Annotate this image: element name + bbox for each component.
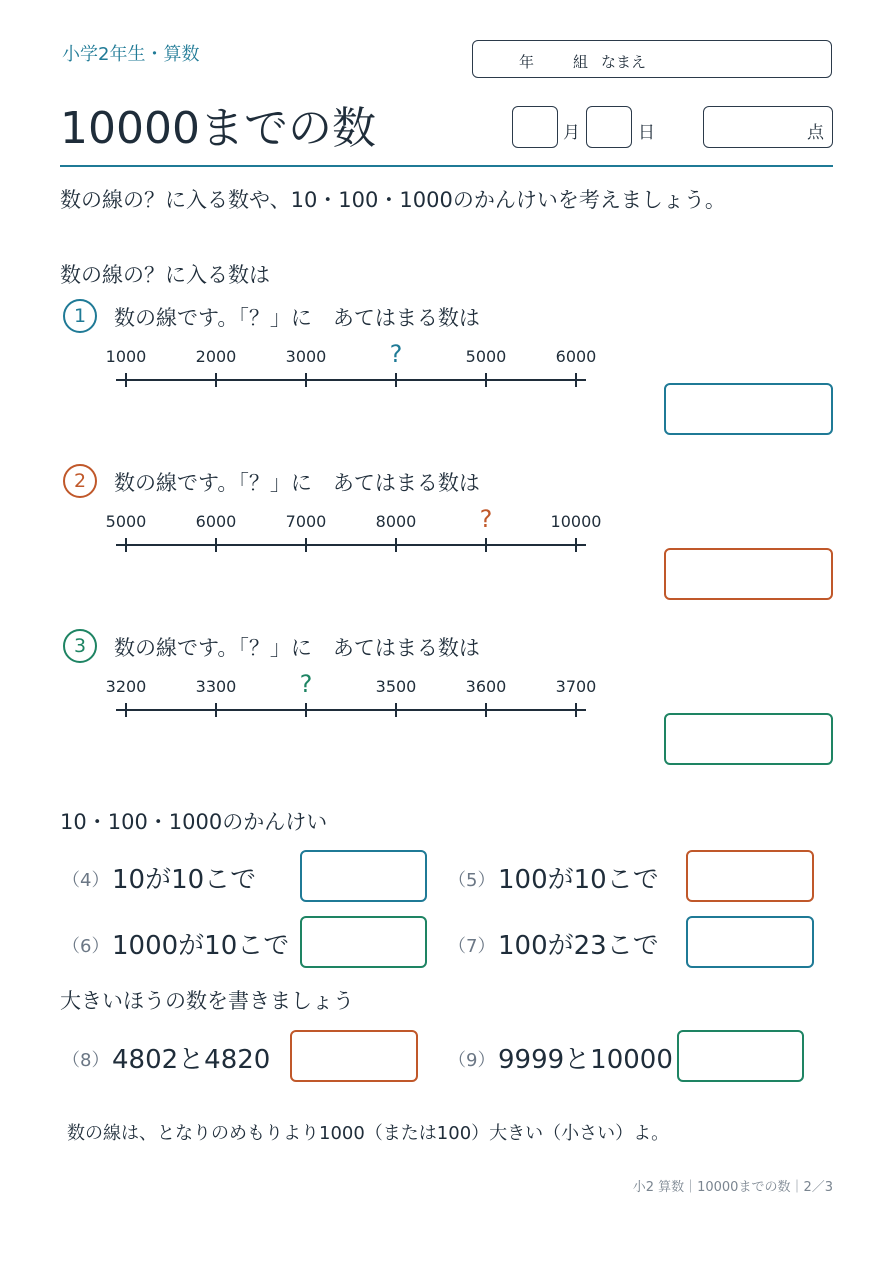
section-relation-heading: 10・100・1000のかんけい [60, 810, 328, 834]
tick-label: 2000 [195, 347, 237, 366]
problem-4-text: 10が10こで [112, 865, 257, 895]
tick-label: 6000 [195, 512, 237, 531]
problem-8-number: （8） [62, 1050, 110, 1071]
tick-label: 3600 [465, 677, 507, 696]
answer-box-5[interactable] [686, 850, 814, 902]
tick-label: 6000 [555, 347, 597, 366]
answer-box-9[interactable] [677, 1030, 804, 1082]
problem-3-number: 3 [63, 629, 97, 663]
page-title: 10000までの数 [60, 103, 376, 154]
score-label: 点 [807, 123, 824, 143]
nen-label: 年 [519, 53, 535, 71]
month-box[interactable] [512, 106, 558, 148]
answer-box-8[interactable] [290, 1030, 418, 1082]
tick-label: 3000 [285, 347, 327, 366]
tick-label: 3700 [555, 677, 597, 696]
answer-box-7[interactable] [686, 916, 814, 968]
question-mark: ? [479, 505, 493, 533]
section-compare-heading: 大きいほうの数を書きましょう [60, 989, 354, 1013]
tick-label: 3300 [195, 677, 237, 696]
page-footer: 小2 算数｜10000までの数｜2／3 [632, 1180, 833, 1195]
answer-box-6[interactable] [300, 916, 427, 968]
answer-box-3[interactable] [664, 713, 833, 765]
answer-box-2[interactable] [664, 548, 833, 600]
grade-subject: 小学2年生・算数 [62, 44, 200, 65]
header-divider [60, 165, 833, 167]
kumi-label: 組 [573, 53, 589, 71]
problem-6-text: 1000が10こで [112, 931, 290, 961]
day-box[interactable] [586, 106, 632, 148]
problem-7-number: （7） [448, 936, 496, 957]
problem-5-text: 100が10こで [498, 865, 659, 895]
problem-4-number: （4） [62, 870, 110, 891]
number-line-3 [110, 700, 600, 722]
tick-label: 1000 [105, 347, 147, 366]
number-line-1 [110, 370, 600, 392]
problem-6-number: （6） [62, 936, 110, 957]
hint-note: 数の線は、となりのめもりより1000（または100）大きい（小さい）よ。 [67, 1123, 670, 1144]
tick-label: 10000 [550, 512, 602, 531]
problem-2-text: 数の線です。「？」に あてはまる数は [114, 471, 480, 495]
tick-label: 3200 [105, 677, 147, 696]
section-number-line-heading: 数の線の？に入る数は [60, 263, 270, 287]
problem-3-text: 数の線です。「？」に あてはまる数は [114, 636, 480, 660]
tick-label: 3500 [375, 677, 417, 696]
score-box[interactable] [703, 106, 833, 148]
tick-label: 5000 [105, 512, 147, 531]
problem-8-text: 4802と4820 [112, 1045, 271, 1075]
namae-label: なまえ [601, 53, 647, 71]
problem-1-number: 1 [63, 299, 97, 333]
answer-box-4[interactable] [300, 850, 427, 902]
answer-box-1[interactable] [664, 383, 833, 435]
number-line-2 [110, 535, 600, 557]
problem-1-text: 数の線です。「？」に あてはまる数は [114, 306, 480, 330]
tick-label: 7000 [285, 512, 327, 531]
tick-label: 8000 [375, 512, 417, 531]
problem-2-number: 2 [63, 464, 97, 498]
problem-9-number: （9） [448, 1050, 496, 1071]
question-mark: ? [389, 340, 403, 368]
tick-label: 5000 [465, 347, 507, 366]
instructions: 数の線の？に入る数や、10・100・1000のかんけいを考えましょう。 [60, 188, 726, 212]
month-label: 月 [563, 123, 580, 143]
problem-7-text: 100が23こで [498, 931, 659, 961]
problem-9-text: 9999と10000 [498, 1045, 673, 1075]
name-field[interactable] [472, 40, 832, 78]
question-mark: ? [299, 670, 313, 698]
problem-5-number: （5） [448, 870, 496, 891]
day-label: 日 [638, 123, 655, 143]
